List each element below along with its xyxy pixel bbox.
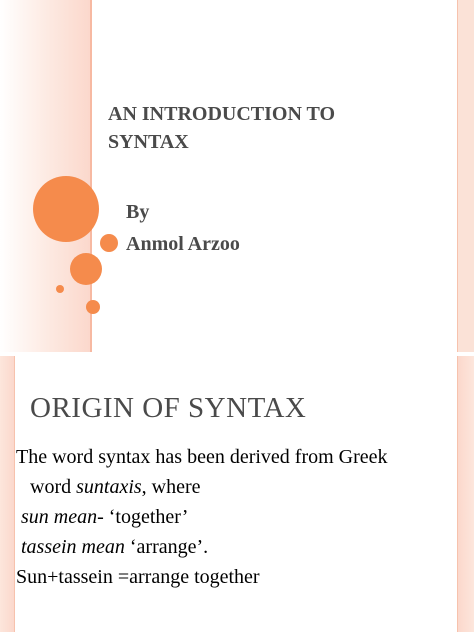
- slide-heading: ORIGIN OF SYNTAX: [30, 392, 307, 424]
- term-suntaxis: suntaxis: [76, 476, 142, 498]
- by-label: By: [126, 201, 150, 223]
- decorative-circle-medium: [70, 253, 102, 285]
- body-line-2-pre: word: [30, 476, 77, 498]
- decorative-circle-large: [33, 176, 99, 242]
- decorative-circle-small: [100, 234, 118, 252]
- term-tassein: tassein mean: [21, 536, 125, 558]
- left-accent-band: [0, 356, 14, 632]
- author-block: [126, 196, 240, 260]
- body-line-5: Sun+tassein =arrange together: [16, 566, 260, 588]
- left-accent-band: [0, 0, 90, 352]
- slide-title: [108, 100, 428, 156]
- origin-slide: [0, 356, 474, 632]
- decorative-circle-tiny: [56, 285, 64, 293]
- decorative-circle-small-2: [86, 300, 100, 314]
- body-line-3-post: - ‘together’: [97, 506, 189, 528]
- body-line-2-post: , where: [141, 476, 201, 498]
- body-line-1: The word syntax has been derived from Greek: [16, 446, 388, 468]
- slide-body: [16, 442, 466, 592]
- right-accent-line: [457, 0, 458, 352]
- term-sun: sun mean: [21, 506, 98, 528]
- left-accent-line: [14, 356, 15, 632]
- slide-title-line-2: SYNTAX: [108, 131, 189, 153]
- right-accent-band: [458, 0, 474, 352]
- body-line-4: [16, 532, 466, 562]
- body-line-3: [16, 502, 466, 532]
- slide-title-line-1: AN INTRODUCTION TO: [108, 103, 336, 125]
- body-line-2: [16, 472, 466, 502]
- body-line-4-post: ‘arrange’.: [124, 536, 209, 558]
- author-name: Anmol Arzoo: [126, 233, 240, 255]
